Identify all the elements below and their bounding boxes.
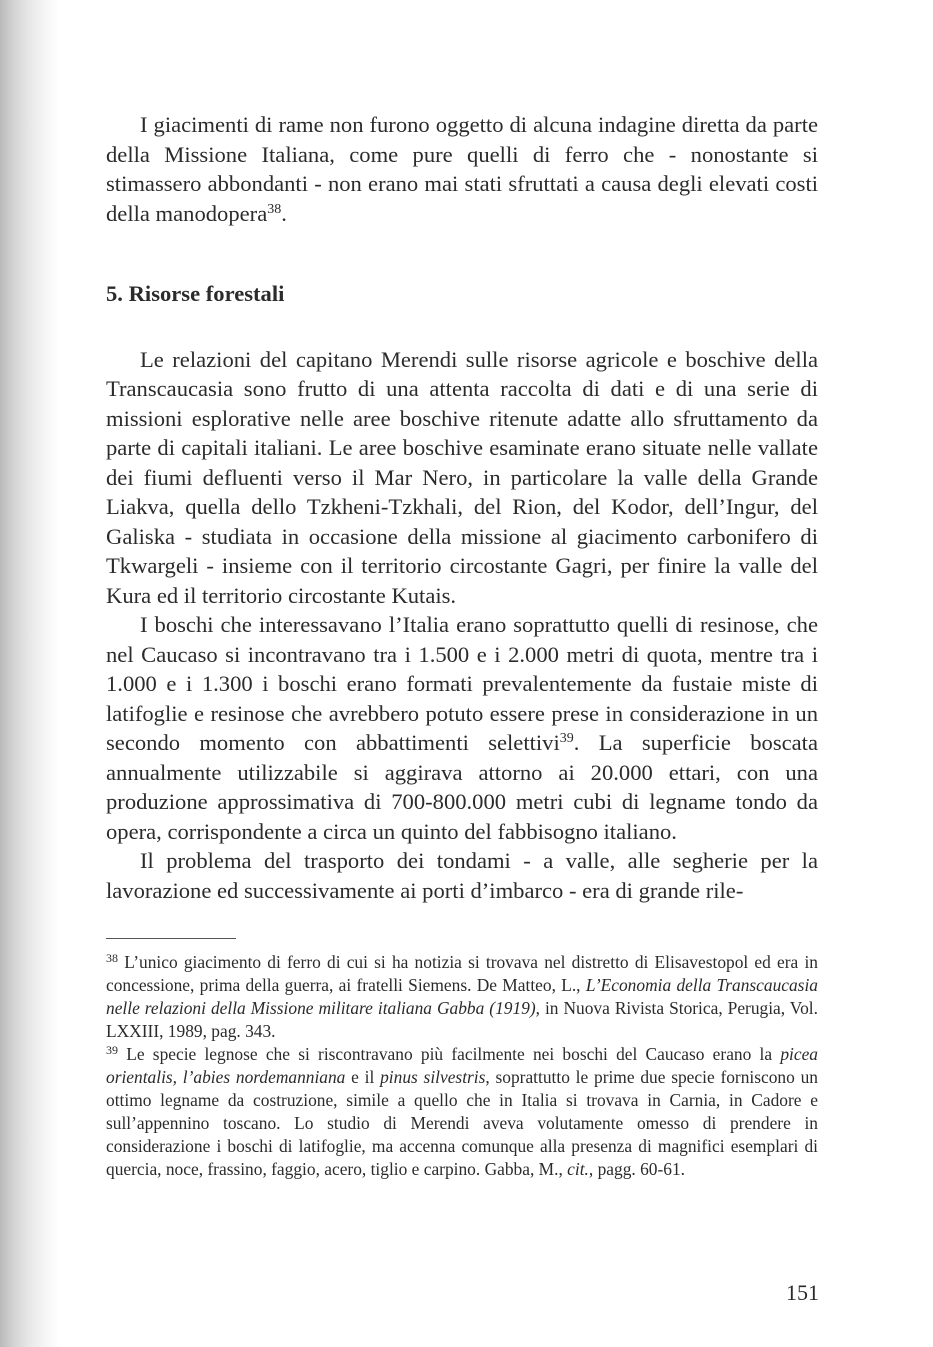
footnote-38: $^{38}$ L’unico giacimento di ferro di cui si ha notizia si trovava nel distretto di Elisavestopol ed era in concessione, prima della guerra, ai fratelli Siemens. De Matteo, L., L’Economia della Transcaucasia nelle relazioni della Missione militare italiana Gabba (1919), in Nuova Rivista Storica, Perugia, Vol. LXXIII, 1989, pag. 343. [106, 951, 818, 1041]
section-heading: 5. Risorse forestali [106, 281, 285, 306]
page-number: 151 [786, 1280, 819, 1305]
footnote-separator [106, 938, 236, 939]
footnote-number: 38 [106, 951, 118, 965]
footnote-39: $^{39}$ Le specie legnose che si riscontravano più facilmente nei boschi del Caucaso erano la picea orientalis, l’abies nordemanniana e il pinus silvestris, soprattutto le prime due specie forniscono un ottimo legname da costruzione, simile a quello che in Italia si trovava in Carnia, in Cadore e sull’appennino toscano. Lo studio di Merendi aveva volutamente omesso di prendere in considerazione i boschi di latifoglie, ma accenna comunque alla presenza di magnifici esemplari di quercia, noce, frassino, faggio, acero, tiglio e carpino. Gabba, M., cit., pagg. 60-61. [106, 1043, 818, 1179]
footnote-ref-38: 38 [267, 201, 282, 217]
paragraph-transport-problem: Il problema del trasporto dei tondami - a valle, alle segherie per la lavorazione ed successivamente ai porti d’imbarco - era di grande rile- [106, 848, 818, 903]
page-content [106, 110, 818, 1181]
page-binding-shadow [0, 0, 60, 1347]
paragraph-copper-deposits: I giacimenti di rame non furono oggetto di alcuna indagine diretta da parte della Missione Italiana, come pure quelli di ferro che - nonostante si stimassero abbondanti - non erano mai stati sfruttati a causa degli elevati costi della manodopera$^{38}$. [106, 112, 818, 226]
footnote-ref-39: 39 [559, 731, 574, 746]
paragraph-resinous-forests: I boschi che interessavano l’Italia erano soprattutto quelli di resinose, che nel Caucaso si incontravano tra i 1.500 e i 2.000 metri di quota, mentre tra i 1.000 e i 1.300 i boschi erano formati prevalentemente da fustaie miste di latifoglie e resinose che avrebbero potuto essere prese in considerazione in un secondo momento con abbattimenti selettivi$^{39}$. La superficie boscata annualmente utilizzabile si aggirava attorno ai 20.000 ettari, con una produzione approssimativa di 700-800.000 metri cubi di legname tondo da opera, corrispondente a circa un quinto del fabbisogno italiano. [106, 612, 818, 844]
footnote-number: 39 [106, 1043, 118, 1057]
paragraph-merendi-reports: Le relazioni del capitano Merendi sulle risorse agricole e boschive della Transcaucasia sono frutto di una attenta raccolta di dati e di una serie di missioni esplorative nelle aree boschive ritenute adatte allo sfruttamento da parte di capitali italiani. Le aree boschive esaminate erano situate nelle vallate dei fiumi defluenti verso il Mar Nero, in particolare la valle della Grande Liakva, quella dello Tzkheni-Tzkhali, del Rion, del Kodor, dell’Ingur, del Galiska - studiata in occasione della missione al giacimento carbonifero di Tkwargeli - insieme con il territorio circostante Gagri, per finire la valle del Kura ed il territorio circostante Kutais. [106, 346, 818, 608]
